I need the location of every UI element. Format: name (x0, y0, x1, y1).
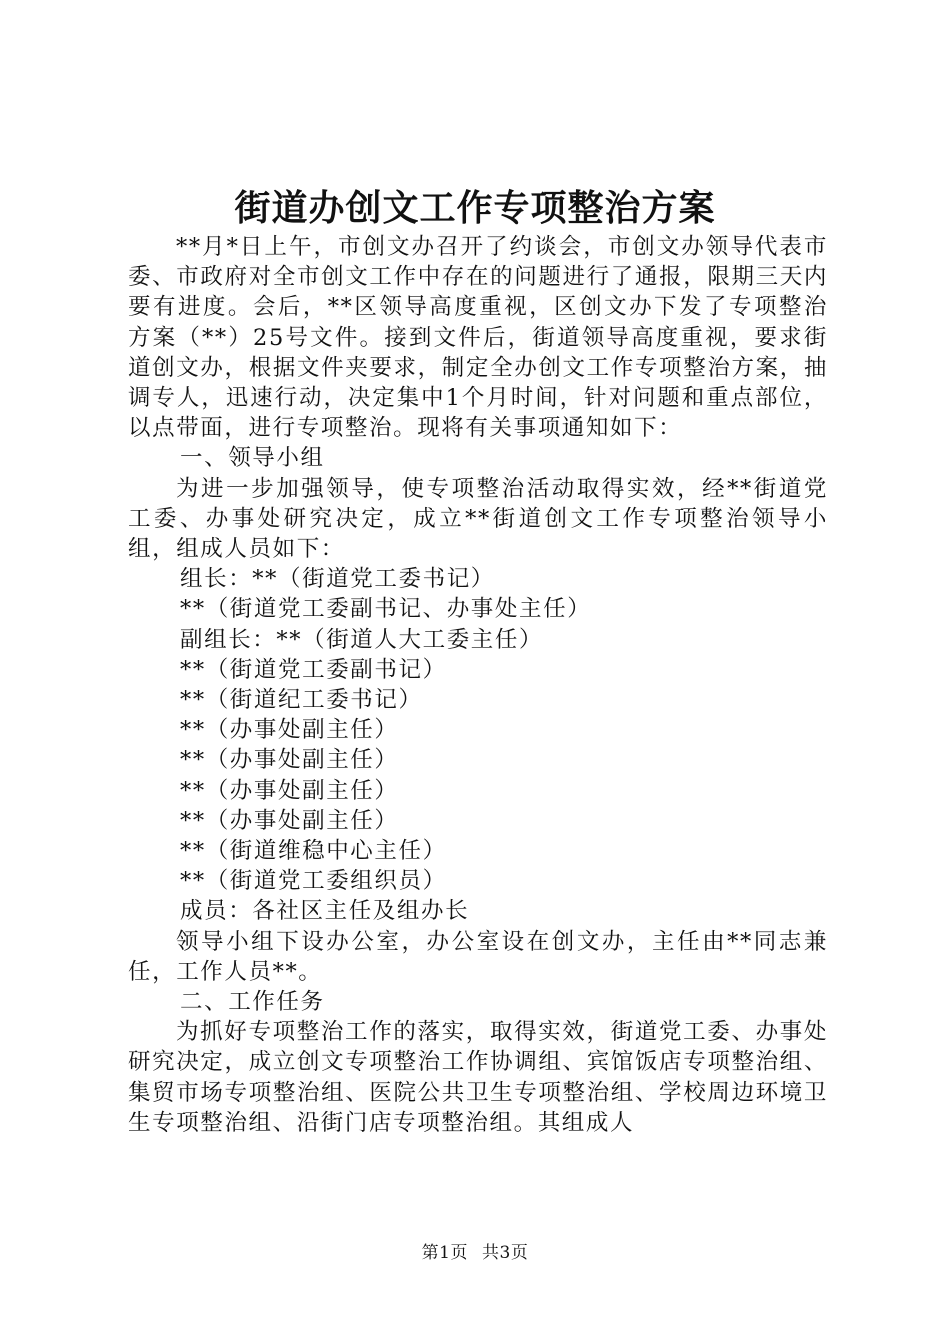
member-line: **（街道党工委副书记、办事处主任） (180, 596, 592, 623)
member-line: 副组长：**（街道人大工委主任） (180, 626, 544, 653)
member-line: **（办事处副主任） (180, 807, 399, 834)
document-body (128, 232, 828, 1138)
page-total: 共3页 (482, 1243, 529, 1263)
member-line: **（办事处副主任） (180, 777, 399, 804)
intro-paragraph: **月*日上午，市创文办召开了约谈会，市创文办领导代表市委、市政府对全市创文工作中存在的问题进行了通报，限期三天内要有进度。会后，**区领导高度重视，区创文办下发了专项整治方案（**）25号文件。接到文件后，街道领导高度重视，要求街道创文办，根据文件夹要求，制定全办创文工作专项整治方案，抽调专人，迅速行动，决定集中1个月时间，针对问题和重点部位，以点带面，进行专项整治。现将有关事项通知如下： (128, 234, 828, 442)
page-footer (0, 1242, 950, 1264)
member-line: 成员：各社区主任及组办长 (180, 898, 470, 925)
member-line: **（街道纪工委书记） (180, 687, 423, 714)
member-line: **（办事处副主任） (180, 747, 399, 774)
member-line: 组长：**（街道党工委书记） (180, 566, 495, 593)
section-heading-leadership: 一、领导小组 (180, 445, 325, 472)
member-line: **（街道党工委副书记） (180, 656, 447, 683)
tasks-paragraph: 为抓好专项整治工作的落实，取得实效，街道党工委、办事处研究决定，成立创文专项整治工作协调组、宾馆饭店专项整治组、集贸市场专项整治组、医院公共卫生专项整治组、学校周边环境卫生专项整治组、沿街门店专项整治组。其组成人 (128, 1019, 828, 1136)
member-line: **（街道党工委组织员） (180, 868, 447, 895)
document-title: 街道办创文工作专项整治方案 (234, 187, 716, 229)
page-number: 第1页 (421, 1243, 468, 1263)
leadership-paragraph: 为进一步加强领导，使专项整治活动取得实效，经**街道党工委、办事处研究决定，成立**街道创文工作专项整治领导小组，组成人员如下： (128, 475, 828, 563)
member-line: **（办事处副主任） (180, 717, 399, 744)
office-paragraph: 领导小组下设办公室，办公室设在创文办，主任由**同志兼任，工作人员**。 (128, 928, 828, 985)
member-line: **（街道维稳中心主任） (180, 838, 447, 865)
section-heading-tasks: 二、工作任务 (180, 989, 325, 1016)
